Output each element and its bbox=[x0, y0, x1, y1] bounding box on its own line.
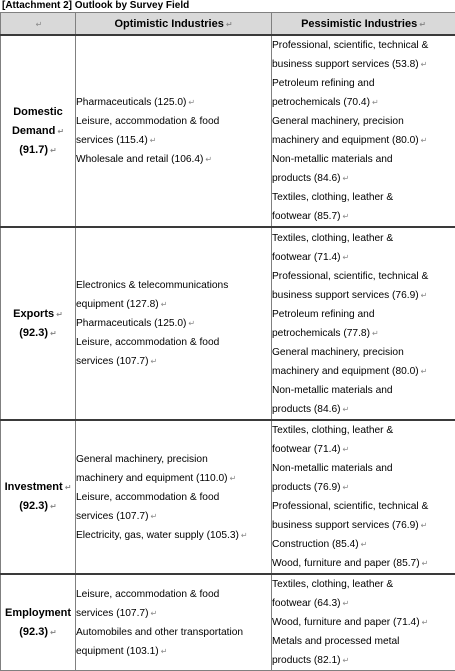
field-name: Exports ↵ bbox=[13, 307, 63, 320]
list-item: Leisure, accommodation & food bbox=[76, 116, 220, 127]
list-item: Professional, scientific, technical & bbox=[272, 40, 429, 51]
optimistic-list-investment bbox=[76, 420, 272, 574]
row-investment bbox=[1, 420, 455, 574]
header-row bbox=[1, 13, 455, 36]
list-item: General machinery, precision bbox=[76, 453, 208, 465]
list-item: Textiles, clothing, leather & bbox=[272, 425, 394, 436]
pessimistic-list-domestic-demand bbox=[272, 35, 455, 227]
field-cell-exports bbox=[1, 227, 76, 420]
list-item: machinery and equipment (80.0) ↵ bbox=[272, 365, 428, 377]
list-item: Wood, furniture and paper (71.4) ↵ bbox=[272, 617, 429, 628]
list-item: products (76.9) ↵ bbox=[272, 482, 350, 493]
list-item: Leisure, accommodation & food bbox=[76, 491, 220, 503]
list-item: equipment (103.1) ↵ bbox=[76, 645, 168, 657]
pessimistic-list-investment bbox=[272, 420, 455, 574]
outlook-table bbox=[0, 12, 455, 671]
list-item: petrochemicals (77.8) ↵ bbox=[272, 327, 379, 339]
list-item: Construction (85.4) ↵ bbox=[272, 539, 368, 550]
list-item: footwear (71.4) ↵ bbox=[272, 251, 350, 263]
field-cell-investment bbox=[1, 420, 76, 574]
optimistic-list-exports bbox=[76, 227, 272, 420]
optimistic-list-employment bbox=[76, 574, 272, 671]
field-value: (91.7) ↵ bbox=[19, 143, 57, 156]
field-value: (92.3) ↵ bbox=[19, 500, 57, 512]
list-item: business support services (53.8) ↵ bbox=[272, 59, 428, 70]
list-item: Electronics & telecommunications bbox=[76, 280, 229, 291]
list-item: Non-metallic materials and bbox=[272, 384, 393, 396]
pessimistic-list-employment bbox=[272, 574, 455, 671]
list-item: General machinery, precision bbox=[272, 116, 404, 127]
row-employment bbox=[1, 574, 455, 671]
list-item: footwear (64.3) ↵ bbox=[272, 598, 350, 609]
list-item: Textiles, clothing, leather & bbox=[272, 232, 394, 244]
list-item: Wholesale and retail (106.4) ↵ bbox=[76, 154, 213, 165]
list-item: services (115.4) ↵ bbox=[76, 135, 157, 146]
field-name: Employment bbox=[4, 606, 71, 619]
page-title: [Attachment 2] Outlook by Survey Field bbox=[2, 0, 190, 11]
list-item: products (84.6) ↵ bbox=[272, 173, 350, 184]
list-item: Electricity, gas, water supply (105.3) ↵ bbox=[76, 529, 248, 541]
list-item: products (84.6) ↵ bbox=[272, 403, 350, 415]
list-item: General machinery, precision bbox=[272, 346, 404, 358]
list-item: services (107.7) ↵ bbox=[76, 607, 158, 619]
row-exports bbox=[1, 227, 455, 420]
row-domestic-demand bbox=[1, 35, 455, 227]
list-item: services (107.7) ↵ bbox=[76, 510, 158, 522]
list-item: machinery and equipment (80.0) ↵ bbox=[272, 135, 428, 146]
list-item: business support services (76.9) ↵ bbox=[272, 289, 428, 301]
pessimistic-list-exports bbox=[272, 227, 455, 420]
list-item: petrochemicals (70.4) ↵ bbox=[272, 97, 379, 108]
header-optimistic: Optimistic Industries ↵ bbox=[76, 13, 272, 36]
list-item: Automobiles and other transportation bbox=[76, 626, 244, 638]
field-name: Domestic Demand ↵ bbox=[11, 105, 65, 137]
list-item: machinery and equipment (110.0) ↵ bbox=[76, 472, 237, 484]
list-item: business support services (76.9) ↵ bbox=[272, 520, 428, 531]
header-field: ↵ bbox=[1, 13, 76, 36]
list-item: Wood, furniture and paper (85.7) ↵ bbox=[272, 558, 429, 569]
optimistic-list-domestic-demand bbox=[76, 35, 272, 227]
list-item: Metals and processed metal bbox=[272, 636, 400, 647]
list-item: Professional, scientific, technical & bbox=[272, 270, 429, 282]
list-item: Leisure, accommodation & food bbox=[76, 588, 220, 600]
field-cell-domestic-demand bbox=[1, 35, 76, 227]
list-item: footwear (85.7) ↵ bbox=[272, 211, 350, 222]
list-item: services (107.7) ↵ bbox=[76, 356, 158, 367]
list-item: Textiles, clothing, leather & bbox=[272, 192, 394, 203]
list-item: Petroleum refining and bbox=[272, 78, 375, 89]
list-item: Non-metallic materials and bbox=[272, 154, 393, 165]
list-item: Petroleum refining and bbox=[272, 308, 375, 320]
field-cell-employment bbox=[1, 574, 76, 671]
list-item: equipment (127.8) ↵ bbox=[76, 299, 168, 310]
list-item: Leisure, accommodation & food bbox=[76, 337, 220, 348]
list-item: footwear (71.4) ↵ bbox=[272, 444, 350, 455]
field-name: Investment ↵ bbox=[4, 481, 72, 493]
list-item: Textiles, clothing, leather & bbox=[272, 579, 394, 590]
field-value: (92.3) ↵ bbox=[19, 326, 57, 339]
list-item: products (82.1) ↵ bbox=[272, 655, 350, 666]
list-item: Non-metallic materials and bbox=[272, 463, 393, 474]
field-value: (92.3) ↵ bbox=[19, 625, 57, 638]
list-item: Pharmaceuticals (125.0) ↵ bbox=[76, 97, 196, 108]
header-pessimistic: Pessimistic Industries ↵ bbox=[272, 13, 455, 36]
list-item: Professional, scientific, technical & bbox=[272, 501, 429, 512]
list-item: Pharmaceuticals (125.0) ↵ bbox=[76, 318, 196, 329]
